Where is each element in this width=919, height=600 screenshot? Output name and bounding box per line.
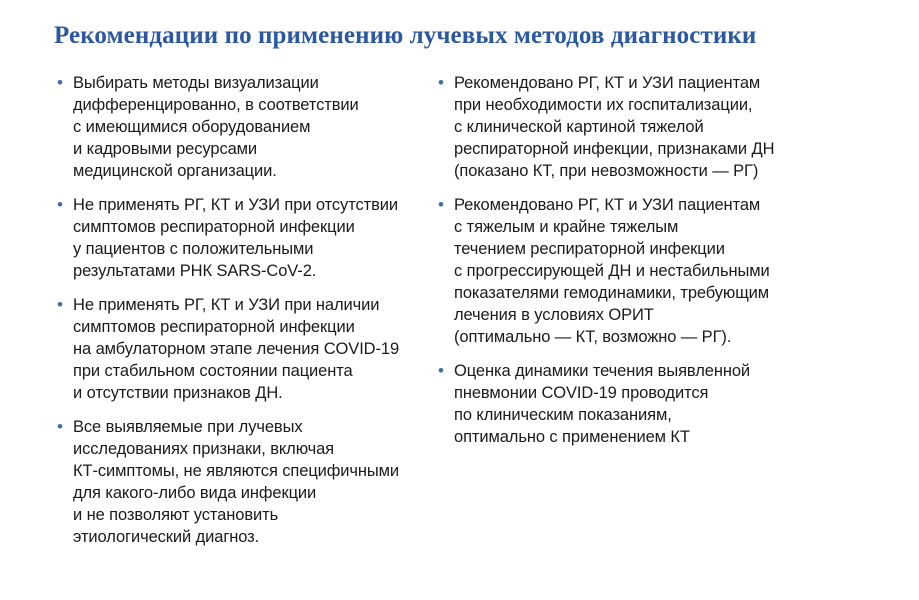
bullet-text-line: дифференцированно, в соответствии [73,96,359,114]
bullet-text-line: у пациентов с положительными [73,240,314,258]
bullet-text-line: Не применять РГ, КТ и УЗИ при наличии [73,296,380,314]
slide-title: Рекомендации по применению лучевых методов диагностики [54,22,757,49]
bullet-text-line: по клиническим показаниям, [454,406,672,424]
bullet-text-line: показателями гемодинамики, требующим [454,284,770,302]
bullet-item [57,416,417,548]
bullet-text-line: симптомов респираторной инфекции [73,218,355,236]
bullet-item [57,294,417,404]
bullet-text-line: оптимально с применением КТ [454,428,690,446]
bullet-text-line: пневмонии COVID-19 проводится [454,384,709,402]
bullet-text-line: (показано КТ, при невозможности — РГ) [454,162,759,180]
bullet-text-line: медицинской организации. [73,162,277,180]
bullet-icon: • [438,361,444,380]
bullet-text-line: (оптимально — КТ, возможно — РГ). [454,328,732,346]
bullet-text-line: и отсутствии признаков ДН. [73,384,283,402]
bullet-icon: • [57,195,63,214]
bullet-item [438,194,798,348]
bullet-icon: • [57,73,63,92]
bullet-text-line: Не применять РГ, КТ и УЗИ при отсутствии [73,196,398,214]
bullet-icon: • [438,195,444,214]
bullet-item [438,360,798,448]
bullet-icon: • [57,417,63,436]
bullet-item [438,72,798,182]
bullet-icon: • [57,295,63,314]
bullet-text-line: лечения в условиях ОРИТ [454,306,654,324]
bullet-text-line: с прогрессирующей ДН и нестабильными [454,262,770,280]
bullet-text-line: при необходимости их госпитализации, [454,96,753,114]
bullet-text-line: с клинической картиной тяжелой [454,118,704,136]
bullet-item [57,72,417,182]
bullet-text-line: результатами РНК SARS-CoV-2. [73,262,317,280]
bullet-text-line: КТ-симптомы, не являются специфичными [73,462,400,480]
bullet-text-line: для какого-либо вида инфекции [73,484,317,502]
bullet-text-line: Все выявляемые при лучевых [73,418,303,436]
bullet-icon: • [438,73,444,92]
bullet-text-line: с тяжелым и крайне тяжелым [454,218,679,236]
bullet-text-line: с имеющимися оборудованием [73,118,311,136]
bullet-text-line: и кадровыми ресурсами [73,140,258,158]
left-column [57,72,417,560]
bullet-text-line: и не позволяют установить [73,506,279,524]
bullet-text-line: респираторной инфекции, признаками ДН [454,140,775,158]
bullet-text-line: Оценка динамики течения выявленной [454,362,751,380]
right-column [438,72,798,460]
bullet-item [57,194,417,282]
bullet-text-line: этиологический диагноз. [73,528,260,546]
bullet-text-line: симптомов респираторной инфекции [73,318,355,336]
bullet-text-line: Выбирать методы визуализации [73,74,319,92]
bullet-text-line: Рекомендовано РГ, КТ и УЗИ пациентам [454,196,761,214]
bullet-text-line: течением респираторной инфекции [454,240,725,258]
bullet-text-line: исследованиях признаки, включая [73,440,335,458]
bullet-text-line: Рекомендовано РГ, КТ и УЗИ пациентам [454,74,761,92]
bullet-text-line: на амбулаторном этапе лечения COVID-19 [73,340,400,358]
bullet-text-line: при стабильном состоянии пациента [73,362,353,380]
